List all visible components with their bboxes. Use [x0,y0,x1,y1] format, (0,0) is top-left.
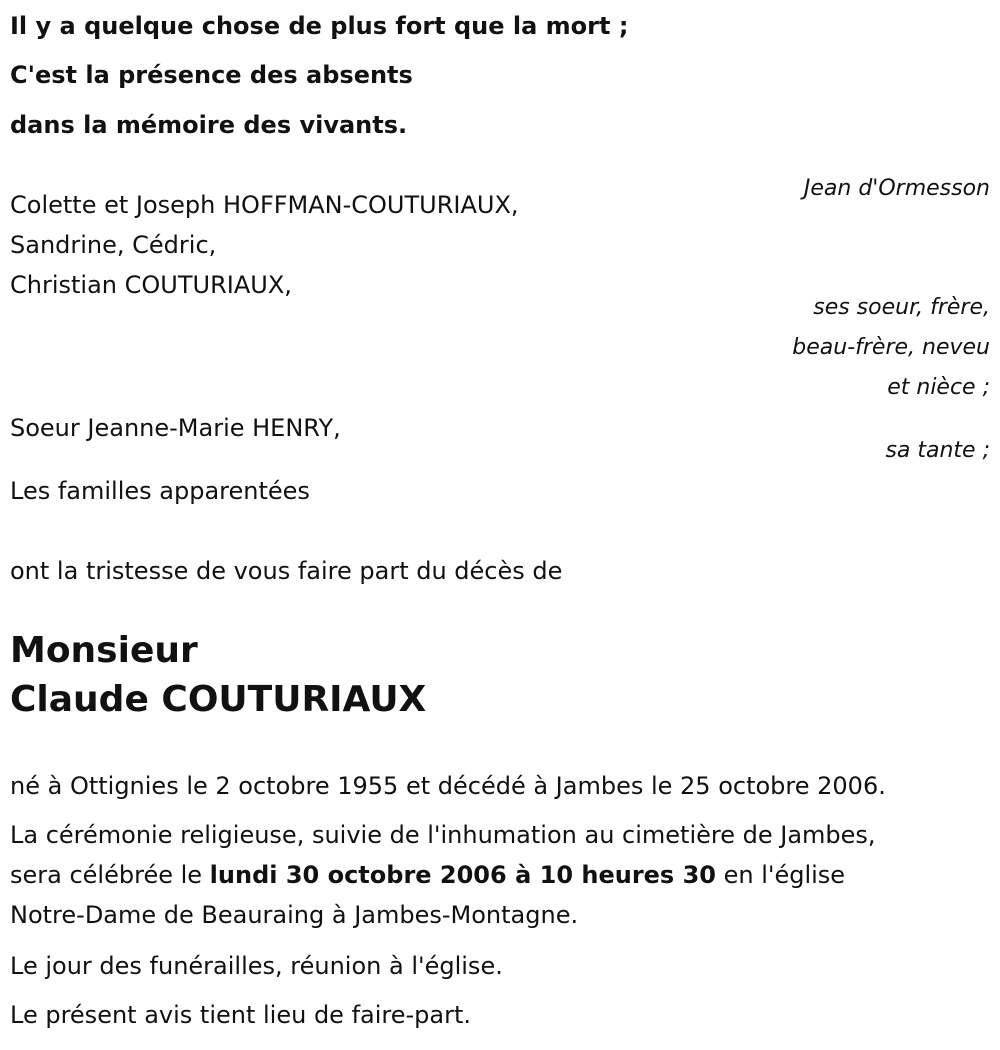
deceased-title: Monsieur [10,630,198,671]
family-relation-1-line-2: beau-frère, neveu [792,335,990,360]
reunion-text: Le jour des funérailles, réunion à l'église. [10,952,503,980]
ceremony-line-2 [10,860,845,890]
family-relation-2: sa tante ; [885,438,990,463]
family-names-2: Sandrine, Cédric, [10,231,217,259]
notice-text: Le présent avis tient lieu de faire-part. [10,1001,472,1029]
family-names-5: Les familles apparentées [10,477,310,505]
birth-death-text: né à Ottignies le 2 octobre 1955 et décédé à Jambes le 25 octobre 2006. [10,772,886,800]
quote-author: Jean d'Ormesson [803,176,990,201]
ceremony-line-3: Notre-Dame de Beauraing à Jambes-Montagne. [10,901,579,929]
quote-line-1: Il y a quelque chose de plus fort que la mort ; [10,12,629,40]
quote-line-3: dans la mémoire des vivants. [10,111,408,139]
ceremony-line-2-post: en l'église [715,861,846,889]
ceremony-line-1: La cérémonie religieuse, suivie de l'inhumation au cimetière de Jambes, [10,821,876,849]
quote-line-2: C'est la présence des absents [10,61,413,89]
family-names-3: Christian COUTURIAUX, [10,271,292,299]
announcement-text: ont la tristesse de vous faire part du décès de [10,557,563,585]
ceremony-datetime: lundi 30 octobre 2006 à 10 heures 30 [209,861,716,889]
family-relation-1-line-3: et nièce ; [887,375,990,400]
ceremony-line-2-pre: sera célébrée le [10,861,210,889]
family-relation-1-line-1: ses soeur, frère, [813,295,990,320]
deceased-name: Claude COUTURIAUX [10,679,427,720]
family-names-1: Colette et Joseph HOFFMAN-COUTURIAUX, [10,191,519,219]
family-names-4: Soeur Jeanne-Marie HENRY, [10,414,341,442]
